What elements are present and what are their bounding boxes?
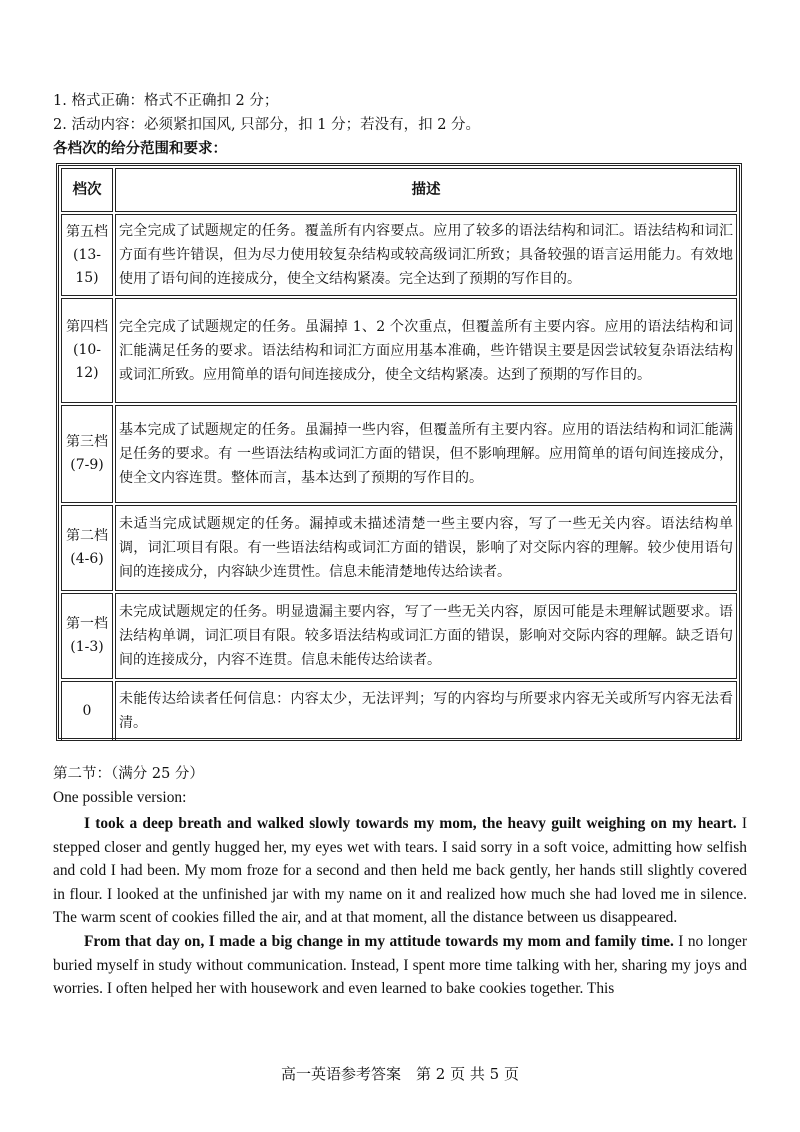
table-header-row bbox=[61, 168, 737, 212]
level-cell bbox=[61, 298, 113, 403]
level-range: (7-9) bbox=[70, 457, 104, 473]
level-description: 未适当完成试题规定的任务。漏掉或未描述清楚一些主要内容，写了一些无关内容。语法结构单调，词汇项目有限。有一些语法结构或词汇方面的错误，影响了对交际内容的理解。较少使用语句间的连接成分，内容缺少连贯性。信息未能清楚地传达给读者。 bbox=[115, 505, 737, 591]
level-name: 第五档 bbox=[66, 223, 108, 240]
paragraph-body: I stepped closer and gently hugged her, my eyes wet with tears. I said sorry in a soft voice, admitting how selfish and cold I had been. My mom froze for a second and then held me back gently, her hands still slightly covered in flour. I looked at the unfinished jar with my name on it and realized how much she had loved me in silence. The warm scent of cookies filled the air, and at that moment, all the distance between us disappeared. bbox=[53, 815, 747, 927]
level-cell bbox=[61, 405, 113, 503]
paragraph-lead-sentence: I took a deep breath and walked slowly towards my mom, the heavy guilt weighing on my heart. bbox=[84, 815, 737, 832]
essay-body bbox=[53, 812, 747, 1001]
level-description: 完全完成了试题规定的任务。覆盖所有内容要点。应用了较多的语法结构和词汇。语法结构和词汇方面有些许错误，但为尽力使用较复杂结构或较高级词汇所致；具备较强的语言运用能力。有效地使用了语句间的连接成分，使全文结构紧凑。完全达到了预期的写作目的。 bbox=[115, 214, 737, 296]
level-description: 未完成试题规定的任务。明显遗漏主要内容，写了一些无关内容，原因可能是未理解试题要求。语法结构单调，词汇项目有限。较多语法结构或词汇方面的错误，影响对交际内容的理解。缺乏语句间的连接成分，内容不连贯。信息未能传达给读者。 bbox=[115, 593, 737, 679]
level-cell bbox=[61, 593, 113, 679]
level-name: 第四档 bbox=[66, 319, 108, 335]
header-description: 描述 bbox=[115, 168, 737, 212]
scoring-table bbox=[56, 163, 742, 741]
level-range: (13-15) bbox=[72, 246, 101, 286]
rule-content: 2. 活动内容：必须紧扣国风, 只部分，扣 1 分；若没有，扣 2 分。 bbox=[53, 117, 481, 133]
rule-format: 1. 格式正确：格式不正确扣 2 分； bbox=[53, 93, 279, 109]
level-range: (1-3) bbox=[70, 639, 104, 655]
table-row bbox=[61, 505, 737, 591]
table-row bbox=[61, 298, 737, 403]
level-description: 完全完成了试题规定的任务。虽漏掉 1、2 个次重点，但覆盖所有主要内容。应用的语法结构和词汇能满足任务的要求。语法结构和词汇方面应用基本准确，些许错误主要是因尝试较复杂语法结构或词汇所致。应用简单的语句间连接成分，使全文结构紧凑。达到了预期的写作目的。 bbox=[115, 298, 737, 403]
essay-paragraph bbox=[53, 930, 747, 1001]
essay-paragraph bbox=[53, 812, 747, 930]
paragraph-body: I no longer buried myself in study without communication. Instead, I spent more time talking with her, sharing my joys and worries. I often helped her with housework and even learned to bake cookies together. This bbox=[53, 932, 747, 998]
level-cell bbox=[61, 214, 113, 296]
level-cell bbox=[61, 505, 113, 591]
level-name: 第二档 bbox=[66, 528, 108, 544]
level-cell bbox=[61, 681, 113, 741]
level-name: 第一档 bbox=[66, 616, 108, 632]
table-row bbox=[61, 681, 737, 741]
version-label: One possible version: bbox=[53, 789, 187, 806]
level-range: (4-6) bbox=[70, 551, 104, 567]
paragraph-lead-sentence: From that day on, I made a big change in my attitude towards my mom and family time. bbox=[84, 932, 674, 950]
level-range: (10-12) bbox=[72, 342, 101, 381]
level-range: 0 bbox=[82, 702, 92, 719]
level-description: 基本完成了试题规定的任务。虽漏掉一些内容，但覆盖所有主要内容。应用的语法结构和词汇能满足任务的要求。有 一些语法结构或词汇方面的错误，但不影响理解。应用简单的语句间连接成分，使全文内容连贯。整体而言，基本达到了预期的写作目的。 bbox=[115, 405, 737, 503]
scoring-heading: 各档次的给分范围和要求： bbox=[53, 140, 227, 157]
section2-title: 第二节：（满分 25 分） bbox=[53, 766, 204, 782]
page-footer: 高一英语参考答案 第 2 页 共 5 页 bbox=[281, 1065, 519, 1083]
table-row bbox=[61, 214, 737, 296]
level-name: 第三档 bbox=[66, 434, 108, 450]
level-description: 未能传达给读者任何信息：内容太少，无法评判；写的内容均与所要求内容无关或所写内容无法看清。 bbox=[115, 681, 737, 741]
header-level: 档次 bbox=[61, 168, 113, 212]
table-row bbox=[61, 405, 737, 503]
table-row bbox=[61, 593, 737, 679]
